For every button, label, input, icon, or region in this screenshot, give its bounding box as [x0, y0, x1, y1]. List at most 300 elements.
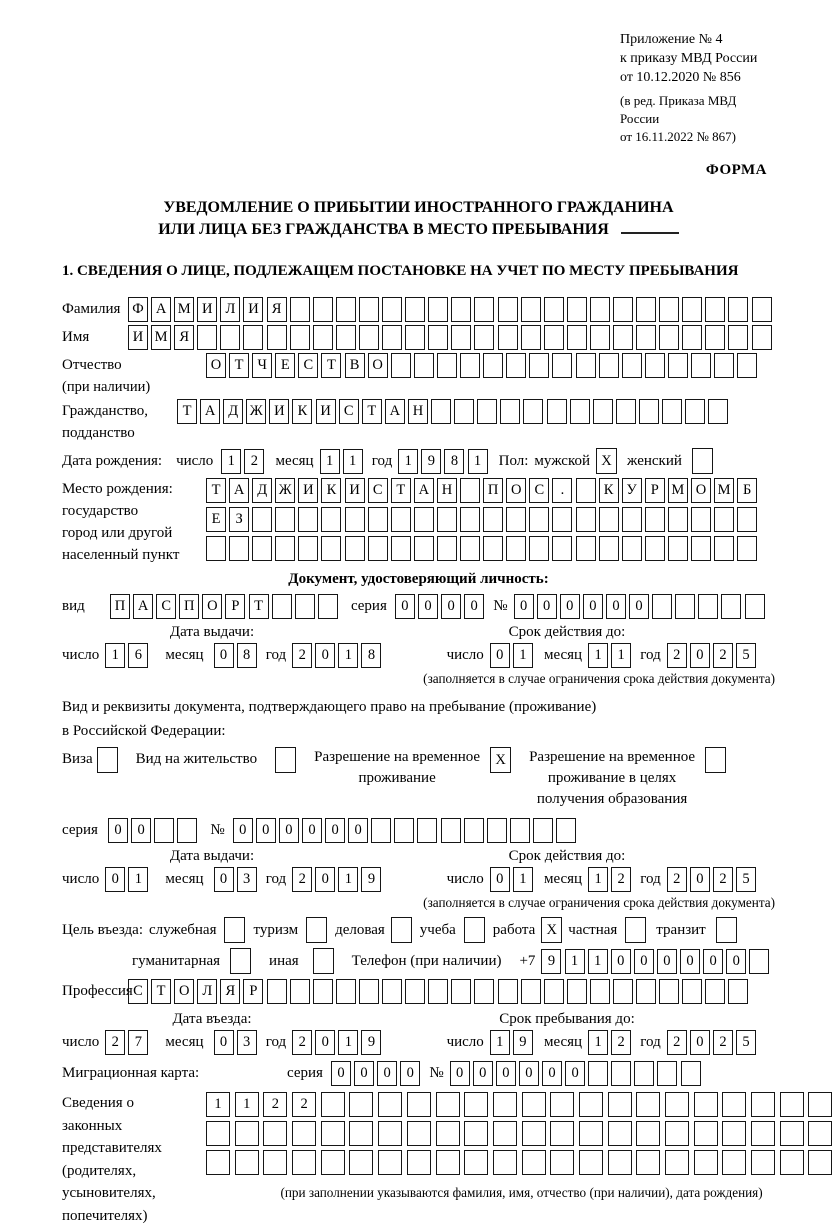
year-label: год: [265, 647, 287, 663]
birthdate-label: Дата рождения:: [62, 452, 163, 469]
char-cell: [295, 594, 315, 619]
char-cell: Р: [225, 594, 245, 619]
day-label: число: [446, 1034, 484, 1050]
char-cell: [368, 536, 388, 561]
char-cell: 0: [131, 818, 151, 843]
rvp-valid-month-cells: [588, 867, 634, 892]
char-cell: У: [622, 478, 642, 503]
char-cell: [506, 353, 526, 378]
right-doc-line2: в Российской Федерации:: [62, 723, 226, 739]
char-cell: 1: [490, 1030, 510, 1055]
residence-permit-label: Вид на жительство: [135, 751, 258, 767]
char-cell: [263, 1150, 287, 1175]
char-cell: [521, 297, 541, 322]
char-cell: [749, 949, 769, 974]
purpose-other-checkbox: [313, 948, 334, 974]
char-cell: [780, 1150, 804, 1175]
char-cell: А: [151, 297, 171, 322]
rvp-series-cells: [108, 818, 200, 843]
char-cell: [708, 399, 728, 424]
char-cell: 1: [468, 449, 488, 474]
char-cell: [391, 917, 412, 943]
char-cell: [359, 979, 379, 1004]
day-label: число: [62, 647, 100, 663]
char-cell: [371, 818, 391, 843]
edition-reference: [620, 92, 775, 146]
char-cell: [493, 1121, 517, 1146]
mk-number-label: №: [429, 1065, 444, 1081]
rvp-issue-year-cells: [292, 867, 384, 892]
char-cell: [552, 536, 572, 561]
char-cell: 0: [315, 867, 335, 892]
char-cell: [737, 507, 757, 532]
char-cell: [290, 325, 310, 350]
char-cell: 1: [513, 867, 533, 892]
month-label: месяц: [165, 647, 204, 663]
rvp-number-label: №: [210, 822, 225, 838]
char-cell: [570, 399, 590, 424]
char-cell: [206, 536, 226, 561]
char-cell: [235, 1150, 259, 1175]
char-cell: 1: [588, 643, 608, 668]
visa-label: Виза: [62, 751, 93, 767]
char-cell: [645, 353, 665, 378]
char-cell: 0: [348, 818, 368, 843]
char-cell: [464, 1092, 488, 1117]
char-cell: [460, 507, 480, 532]
char-cell: 0: [726, 949, 746, 974]
char-cell: 1: [320, 449, 340, 474]
char-cell: [593, 399, 613, 424]
visa-checkbox: [97, 747, 118, 773]
char-cell: 0: [214, 867, 234, 892]
char-cell: 0: [565, 1061, 585, 1086]
char-cell: 2: [105, 1030, 125, 1055]
purpose-tourism-checkbox: [306, 917, 327, 943]
char-cell: 0: [634, 949, 654, 974]
right-doc-types-row: [62, 747, 775, 810]
char-cell: 2: [292, 867, 312, 892]
char-cell: [313, 325, 333, 350]
char-cell: 0: [315, 643, 335, 668]
char-cell: [682, 325, 702, 350]
char-cell: 0: [606, 594, 626, 619]
char-cell: 1: [128, 867, 148, 892]
char-cell: [550, 1092, 574, 1117]
char-cell: [521, 325, 541, 350]
char-cell: 0: [450, 1061, 470, 1086]
entry-year-cells: [292, 1030, 384, 1055]
char-cell: [313, 979, 333, 1004]
char-cell: [407, 1150, 431, 1175]
char-cell: [698, 594, 718, 619]
char-cell: 1: [338, 867, 358, 892]
char-cell: 0: [560, 594, 580, 619]
stay-month-cells: [588, 1030, 634, 1055]
purpose-business-checkbox: [391, 917, 412, 943]
char-cell: [556, 818, 576, 843]
char-cell: [290, 297, 310, 322]
char-cell: [665, 1092, 689, 1117]
id-series-label: серия: [350, 598, 387, 614]
char-cell: С: [128, 979, 148, 1004]
char-cell: [751, 1092, 775, 1117]
char-cell: 2: [713, 867, 733, 892]
mk-series-cells: [331, 1061, 423, 1086]
char-cell: 1: [611, 643, 631, 668]
annex-line: к приказу МВД России: [620, 51, 758, 66]
char-cell: Е: [275, 353, 295, 378]
char-cell: [705, 297, 725, 322]
char-cell: [550, 1121, 574, 1146]
char-cell: [579, 1150, 603, 1175]
char-cell: [716, 917, 737, 943]
char-cell: [588, 1061, 608, 1086]
id-issue-year-cells: [292, 643, 384, 668]
char-cell: 1: [588, 867, 608, 892]
char-cell: [722, 1092, 746, 1117]
rvp-label: Разрешение на временное проживание: [314, 749, 481, 786]
char-cell: [659, 979, 679, 1004]
birth-day-cells: [221, 449, 267, 474]
char-cell: Т: [206, 478, 226, 503]
char-cell: [368, 507, 388, 532]
char-cell: Ч: [252, 353, 272, 378]
char-cell: [493, 1092, 517, 1117]
char-cell: [336, 297, 356, 322]
char-cell: [382, 979, 402, 1004]
char-cell: [808, 1092, 832, 1117]
char-cell: [224, 917, 245, 943]
purpose-study-label: учеба: [419, 921, 456, 938]
char-cell: [487, 818, 507, 843]
char-cell: И: [197, 297, 217, 322]
char-cell: X: [541, 917, 562, 943]
entry-month-cells: [214, 1030, 260, 1055]
char-cell: П: [483, 478, 503, 503]
month-label: месяц: [165, 1034, 204, 1050]
char-cell: М: [174, 297, 194, 322]
char-cell: [728, 325, 748, 350]
char-cell: [345, 536, 365, 561]
char-cell: Е: [206, 507, 226, 532]
char-cell: 1: [398, 449, 418, 474]
char-cell: 0: [302, 818, 322, 843]
char-cell: 0: [331, 1061, 351, 1086]
char-cell: Д: [223, 399, 243, 424]
char-cell: 0: [473, 1061, 493, 1086]
char-cell: К: [321, 478, 341, 503]
birthplace-row-3: [206, 536, 760, 561]
rvp-series-row: [62, 818, 775, 843]
purpose-row-2: [132, 948, 775, 974]
char-cell: [665, 1150, 689, 1175]
char-cell: [636, 325, 656, 350]
char-cell: [474, 325, 494, 350]
year-label: год: [640, 1034, 661, 1050]
day-label: число: [62, 1034, 100, 1050]
char-cell: А: [229, 478, 249, 503]
char-cell: [321, 1150, 345, 1175]
char-cell: А: [414, 478, 434, 503]
blank-underline: [621, 219, 679, 234]
char-cell: [414, 536, 434, 561]
female-label: женский: [627, 452, 682, 469]
char-cell: 0: [441, 594, 461, 619]
char-cell: С: [156, 594, 176, 619]
rvp-education-label: Разрешение на временное проживание в целях получения образования: [529, 749, 696, 807]
char-cell: [382, 325, 402, 350]
char-cell: [275, 747, 296, 773]
char-cell: П: [110, 594, 130, 619]
char-cell: 2: [611, 1030, 631, 1055]
purpose-tourism-label: туризм: [253, 921, 299, 938]
id-doc-dates-row: [62, 643, 775, 668]
right-doc-line1: Вид и реквизиты документа, подтверждающего право на пребывание (проживание): [62, 699, 597, 715]
char-cell: [437, 536, 457, 561]
char-cell: 0: [519, 1061, 539, 1086]
char-cell: А: [200, 399, 220, 424]
char-cell: [622, 353, 642, 378]
char-cell: 0: [514, 594, 534, 619]
char-cell: [659, 325, 679, 350]
char-cell: [298, 536, 318, 561]
char-cell: [728, 979, 748, 1004]
purpose-official-label: служебная: [148, 921, 217, 938]
char-cell: [685, 399, 705, 424]
char-cell: [634, 1061, 654, 1086]
char-cell: [668, 507, 688, 532]
char-cell: [428, 297, 448, 322]
rvp-valid-header: Срок действия до:: [508, 848, 626, 864]
char-cell: 1: [221, 449, 241, 474]
char-cell: [349, 1092, 373, 1117]
mk-series-label: серия: [287, 1065, 323, 1081]
rvp-valid-year-cells: [667, 867, 759, 892]
char-cell: [694, 1150, 718, 1175]
char-cell: О: [691, 478, 711, 503]
legal-reps-note: (при заполнении указываются фамилия, имя, отчество (при наличии), дата рождения): [280, 1185, 763, 1200]
char-cell: [590, 979, 610, 1004]
char-cell: 2: [263, 1092, 287, 1117]
char-cell: Д: [252, 478, 272, 503]
char-cell: 0: [611, 949, 631, 974]
purpose-private-label: частная: [568, 921, 618, 938]
char-cell: О: [174, 979, 194, 1004]
rvp-valid-day-cells: [490, 867, 536, 892]
char-cell: И: [316, 399, 336, 424]
purpose-work-label: работа: [492, 921, 536, 938]
char-cell: 9: [513, 1030, 533, 1055]
char-cell: [751, 1150, 775, 1175]
edition-line: (в ред. Приказа МВД России: [620, 93, 737, 126]
citizenship-row: [62, 399, 775, 442]
char-cell: [599, 507, 619, 532]
char-cell: [523, 399, 543, 424]
char-cell: [451, 297, 471, 322]
char-cell: [417, 818, 437, 843]
char-cell: [506, 507, 526, 532]
char-cell: 1: [105, 643, 125, 668]
day-label: число: [446, 871, 484, 887]
char-cell: [235, 1121, 259, 1146]
char-cell: [313, 948, 334, 974]
char-cell: 9: [361, 867, 381, 892]
char-cell: [752, 297, 772, 322]
char-cell: П: [179, 594, 199, 619]
char-cell: [714, 353, 734, 378]
char-cell: Ж: [275, 478, 295, 503]
char-cell: 9: [421, 449, 441, 474]
char-cell: [252, 507, 272, 532]
char-cell: [659, 297, 679, 322]
char-cell: 0: [400, 1061, 420, 1086]
year-label: год: [265, 871, 287, 887]
char-cell: [313, 297, 333, 322]
char-cell: [405, 325, 425, 350]
char-cell: С: [298, 353, 318, 378]
surname-label: Фамилия: [62, 301, 121, 317]
char-cell: Б: [737, 478, 757, 503]
char-cell: [636, 297, 656, 322]
char-cell: [474, 297, 494, 322]
char-cell: 5: [736, 867, 756, 892]
char-cell: Я: [267, 297, 287, 322]
char-cell: [292, 1150, 316, 1175]
char-cell: 2: [713, 1030, 733, 1055]
char-cell: [498, 297, 518, 322]
char-cell: 6: [128, 643, 148, 668]
char-cell: 1: [206, 1092, 230, 1117]
char-cell: [464, 1150, 488, 1175]
char-cell: [321, 507, 341, 532]
char-cell: [608, 1092, 632, 1117]
char-cell: [464, 917, 485, 943]
purpose-transit-label: транзит: [656, 921, 706, 938]
char-cell: 2: [292, 1092, 316, 1117]
char-cell: X: [490, 747, 511, 773]
char-cell: 0: [214, 1030, 234, 1055]
char-cell: [694, 1121, 718, 1146]
surname-cells: [128, 297, 775, 322]
char-cell: [808, 1150, 832, 1175]
char-cell: [272, 594, 292, 619]
month-label: месяц: [543, 647, 583, 663]
char-cell: 0: [583, 594, 603, 619]
char-cell: [414, 353, 434, 378]
month-label: месяц: [165, 871, 204, 887]
id-valid-month-cells: [588, 643, 634, 668]
char-cell: Н: [408, 399, 428, 424]
char-cell: 0: [256, 818, 276, 843]
purpose-humanitarian-label: гуманитарная: [132, 952, 221, 969]
char-cell: [464, 818, 484, 843]
char-cell: [622, 507, 642, 532]
char-cell: [522, 1150, 546, 1175]
char-cell: [544, 979, 564, 1004]
char-cell: 2: [244, 449, 264, 474]
char-cell: [275, 507, 295, 532]
char-cell: .: [552, 478, 572, 503]
char-cell: [529, 536, 549, 561]
char-cell: [405, 297, 425, 322]
char-cell: [529, 353, 549, 378]
char-cell: А: [385, 399, 405, 424]
id-valid-day-cells: [490, 643, 536, 668]
char-cell: [576, 507, 596, 532]
char-cell: [206, 1150, 230, 1175]
char-cell: [321, 536, 341, 561]
entry-date-headers: [62, 1011, 775, 1028]
char-cell: [378, 1092, 402, 1117]
purpose-private-checkbox: [625, 917, 646, 943]
char-cell: 1: [565, 949, 585, 974]
char-cell: 2: [713, 643, 733, 668]
id-valid-note: (заполняется в случае ограничения срока действия документа): [423, 671, 775, 686]
char-cell: 2: [611, 867, 631, 892]
char-cell: [691, 507, 711, 532]
char-cell: 0: [315, 1030, 335, 1055]
char-cell: [483, 353, 503, 378]
char-cell: [378, 1150, 402, 1175]
char-cell: 2: [292, 643, 312, 668]
char-cell: [500, 399, 520, 424]
char-cell: [436, 1150, 460, 1175]
rvp-valid-note: (заполняется в случае ограничения срока действия документа): [423, 895, 775, 910]
char-cell: [359, 325, 379, 350]
char-cell: М: [151, 325, 171, 350]
sex-label: Пол:: [498, 452, 529, 469]
year-label: год: [265, 1034, 287, 1050]
char-cell: [345, 507, 365, 532]
char-cell: 1: [338, 643, 358, 668]
char-cell: 0: [629, 594, 649, 619]
char-cell: [437, 353, 457, 378]
birthplace-label: Место рождения: государство город или другой населенный пункт: [62, 481, 180, 563]
char-cell: О: [202, 594, 222, 619]
month-label: месяц: [543, 871, 583, 887]
char-cell: [579, 1092, 603, 1117]
purpose-transit-checkbox: [716, 917, 737, 943]
rvp-issue-header: Дата выдачи:: [169, 848, 255, 864]
birthplace-cells-group: [206, 478, 760, 565]
char-cell: [506, 536, 526, 561]
char-cell: С: [529, 478, 549, 503]
char-cell: [243, 325, 263, 350]
char-cell: В: [345, 353, 365, 378]
char-cell: [298, 507, 318, 532]
legal-reps-label: Сведения о законных представителях (родителях, усыновителях, попечителях): [62, 1095, 162, 1224]
char-cell: 0: [233, 818, 253, 843]
mk-number-cells: [450, 1061, 704, 1086]
migration-card-label: Миграционная карта:: [62, 1065, 200, 1081]
char-cell: [567, 979, 587, 1004]
char-cell: М: [714, 478, 734, 503]
char-cell: 0: [542, 1061, 562, 1086]
char-cell: [498, 325, 518, 350]
char-cell: [428, 979, 448, 1004]
char-cell: [292, 1121, 316, 1146]
char-cell: 2: [667, 867, 687, 892]
id-issue-header: Дата выдачи:: [169, 624, 255, 640]
patronymic-note: (при наличии): [62, 379, 151, 395]
year-label: год: [640, 647, 661, 663]
rvp-issue-day-cells: [105, 867, 151, 892]
char-cell: [625, 917, 646, 943]
char-cell: [428, 325, 448, 350]
page-title: [62, 197, 775, 241]
birth-year-cells: [398, 449, 490, 474]
